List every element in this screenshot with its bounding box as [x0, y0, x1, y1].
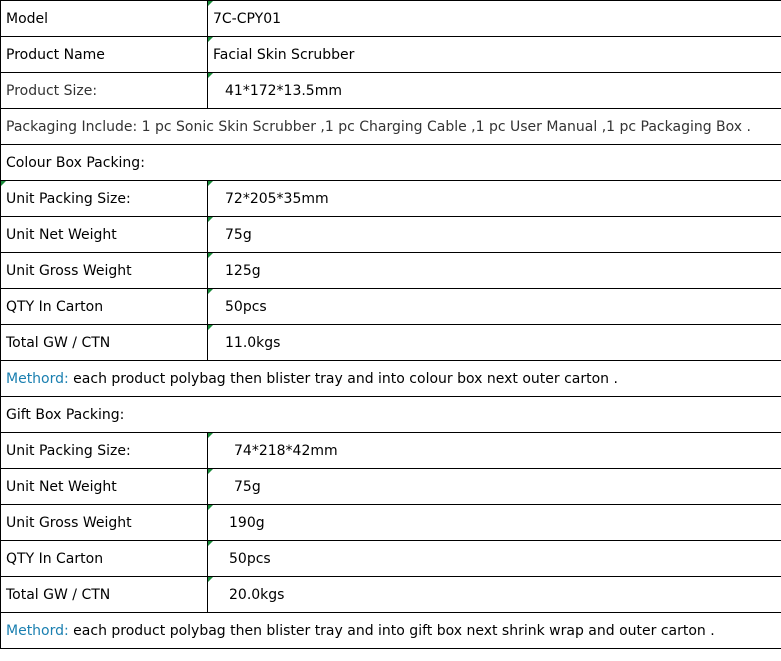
colour-qty-in-carton-label: QTY In Carton	[1, 289, 208, 325]
colour-method-text: each product polybag then blister tray and into colour box next outer carton .	[68, 370, 618, 387]
table-row	[1, 37, 781, 73]
colour-total-gw-ctn-label: Total GW / CTN	[1, 325, 208, 361]
colour-unit-net-weight-value: 75g	[208, 217, 781, 253]
colour-unit-net-weight-label: Unit Net Weight	[1, 217, 208, 253]
model-value: 7C-CPY01	[208, 1, 781, 37]
table-row	[1, 289, 781, 325]
table-row	[1, 181, 781, 217]
gift-method-text: each product polybag then blister tray and into gift box next shrink wrap and outer carton .	[68, 622, 715, 639]
product-size-label: Product Size:	[1, 73, 208, 109]
table-row	[1, 145, 781, 181]
gift-unit-packing-size-value: 74*218*42mm	[208, 433, 781, 469]
table-row	[1, 469, 781, 505]
packaging-include: Packaging Include: 1 pc Sonic Skin Scrubber ,1 pc Charging Cable ,1 pc User Manual ,1 pc Packaging Box .	[1, 109, 781, 145]
table-row	[1, 73, 781, 109]
gift-method-key: Methord:	[6, 622, 69, 639]
gift-qty-in-carton-label: QTY In Carton	[1, 541, 208, 577]
colour-qty-in-carton-value: 50pcs	[208, 289, 781, 325]
table-row	[1, 613, 781, 649]
table-row	[1, 1, 781, 37]
table-row	[1, 109, 781, 145]
colour-total-gw-ctn-value: 11.0kgs	[208, 325, 781, 361]
product-size-value: 41*172*13.5mm	[208, 73, 781, 109]
table-row	[1, 397, 781, 433]
gift-box-method	[1, 613, 781, 649]
gift-unit-gross-weight-value: 190g	[208, 505, 781, 541]
gift-total-gw-ctn-value: 20.0kgs	[208, 577, 781, 613]
table-row	[1, 541, 781, 577]
colour-box-method	[1, 361, 781, 397]
model-label: Model	[1, 1, 208, 37]
table-row	[1, 253, 781, 289]
table-row	[1, 361, 781, 397]
colour-method-key: Methord:	[6, 370, 69, 387]
colour-unit-gross-weight-value: 125g	[208, 253, 781, 289]
colour-box-heading: Colour Box Packing:	[1, 145, 781, 181]
gift-unit-net-weight-label: Unit Net Weight	[1, 469, 208, 505]
product-name-value: Facial Skin Scrubber	[208, 37, 781, 73]
table-row	[1, 433, 781, 469]
gift-unit-packing-size-label: Unit Packing Size:	[1, 433, 208, 469]
gift-unit-gross-weight-label: Unit Gross Weight	[1, 505, 208, 541]
colour-unit-packing-size-value: 72*205*35mm	[208, 181, 781, 217]
gift-qty-in-carton-value: 50pcs	[208, 541, 781, 577]
table-row	[1, 505, 781, 541]
gift-box-heading: Gift Box Packing:	[1, 397, 781, 433]
table-row	[1, 217, 781, 253]
product-name-label: Product Name	[1, 37, 208, 73]
colour-unit-packing-size-label: Unit Packing Size:	[1, 181, 208, 217]
gift-total-gw-ctn-label: Total GW / CTN	[1, 577, 208, 613]
gift-unit-net-weight-value: 75g	[208, 469, 781, 505]
table-row	[1, 325, 781, 361]
colour-unit-gross-weight-label: Unit Gross Weight	[1, 253, 208, 289]
table-row	[1, 577, 781, 613]
